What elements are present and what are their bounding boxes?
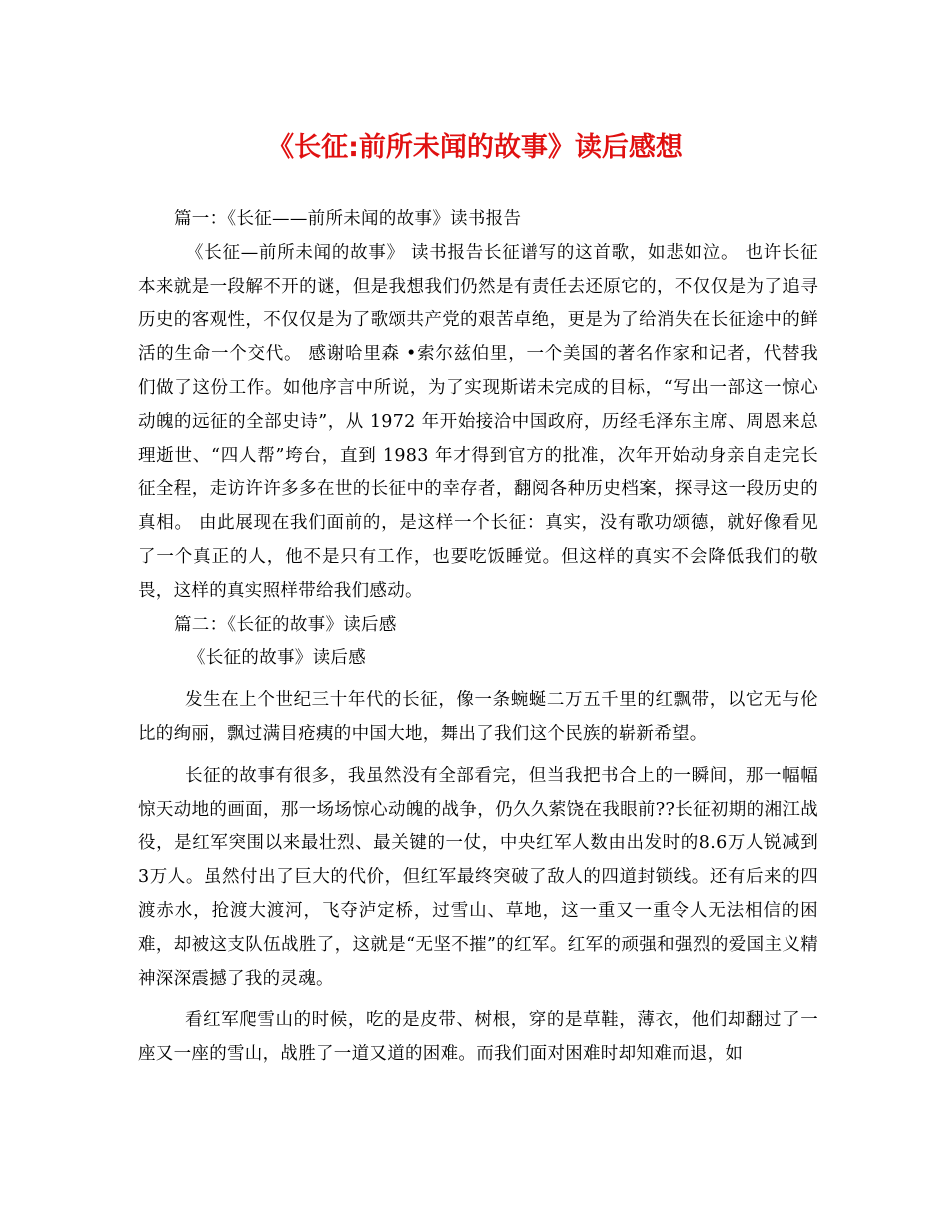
document-body <box>138 203 818 1072</box>
section-2-paragraph-3: 看红军爬雪山的时候，吃的是皮带、树根，穿的是草鞋，薄衣，他们却翻过了一座又一座的雪山，战胜了一道又道的困难。而我们面对困难时却知难而退，如 <box>138 1010 818 1065</box>
section-2-subtitle: 《长征的故事》读后感 <box>188 648 366 669</box>
section-2-paragraph-1: 发生在上个世纪三十年代的长征，像一条蜿蜒二万五千里的红飘带，以它无与伦比的绚丽，飘过满目疮痍的中国大地，舞出了我们这个民族的崭新希望。 <box>138 690 818 744</box>
section-2-paragraph-2: 长征的故事有很多，我虽然没有全部看完，但当我把书合上的一瞬间，那一幅幅惊天动地的画面，那一场场惊心动魄的战争，仍久久萦饶在我眼前??长征初期的湘江战役，是红军突围以来最壮烈、最关键的一仗，中央红军人数由出发时的8.6万人锐减到3万人。虽然付出了巨大的代价，但红军最终突破了敌人的四道封锁线。还有后来的四渡赤水，抢渡大渡河，飞夺泸定桥，过雪山、草地，这一重又一重令人无法相信的困难，却被这支队伍战胜了，这就是“无坚不摧”的红军。红军的顽强和强烈的爱国主义精神深深震撼了我的灵魂。 <box>138 765 818 989</box>
section-1-heading: 篇一：《长征——前所未闻的故事》读书报告 <box>174 209 522 229</box>
document-title: 《长征:前所未闻的故事》读后感想 <box>267 132 683 163</box>
section-1-paragraph: 《长征—前所未闻的故事》 读书报告长征谱写的这首歌，如悲如泣。 也许长征本来就是一段解不开的谜，但是我想我们仍然是有责任去还原它的，不仅仅是为了追寻历史的客观性，不仅仅是为了歌颂共产党的艰苦卓绝，更是为了给消失在长征途中的鲜活的生命一个交代。 感谢哈里森 •索尔兹伯里，一个美国的著名作家和记者，代替我们做了这份工作。如他序言中所说，为了实现斯诺未完成的目标，“写出一部这一惊心动魄的远征的全部史诗”，从 1972 年开始接洽中国政府，历经毛泽东主席、周恩来总理逝世、“四人帮”垮台，直到 1983 年才得到官方的批准，次年开始动身亲自走完长征全程，走访许许多多在世的长征中的幸存者，翻阅各种历史档案，探寻这一段历史的真相。 由此展现在我们面前的，是这样一个长征：真实，没有歌功颂德，就好像看见了一个真正的人，他不是只有工作，也要吃饭睡觉。但这样的真实不会降低我们的敬畏，这样的真实照样带给我们感动。 <box>138 242 818 601</box>
section-2-heading: 篇二：《长征的故事》读后感 <box>174 614 397 635</box>
